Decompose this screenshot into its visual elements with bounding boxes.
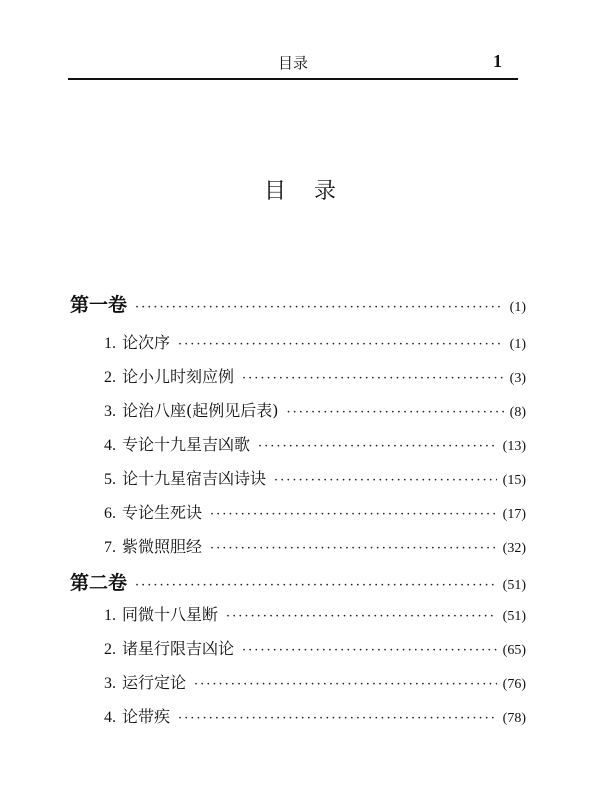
toc-page-ref: (51) [502,609,526,624]
toc-entry-label: 论十九星宿吉凶诗诀 [122,469,267,488]
toc-item-number: 4. [104,437,116,454]
toc-entry-label: 论带疾 [122,707,171,726]
toc-leader-dots [210,507,497,522]
toc-item-entry [104,398,526,421]
toc-page-ref: (78) [502,711,526,726]
toc-item-entry [104,670,526,693]
running-title: 目录 [277,54,308,72]
toc-item-entry [104,432,526,455]
toc-page-ref: (1) [509,300,526,315]
toc-leader-dots [287,405,504,420]
page-title: 目录 [263,179,364,204]
toc-leader-dots [178,337,504,352]
toc-leader-dots [274,473,497,488]
toc-item-number: 2. [104,369,116,386]
toc-page-ref: (13) [502,439,526,454]
toc-entry-label: 同微十八星断 [122,605,219,624]
toc-page-ref: (1) [509,337,526,352]
toc-item-entry [104,500,526,523]
toc-entry-label: 第一卷 [70,294,128,316]
toc-leader-dots [210,541,497,556]
toc-volume-entry [70,290,526,317]
toc-item-number: 7. [104,539,116,556]
toc-item-entry [104,330,526,353]
toc-entry-label: 紫微照胆经 [122,537,203,556]
toc-entry-label: 论次序 [122,333,171,352]
toc-entry-label: 诸星行限吉凶论 [122,639,235,658]
toc-page-ref: (51) [502,578,526,593]
toc-entry-label: 运行定论 [122,673,187,692]
toc-item-entry [104,466,526,489]
toc-page-ref: (76) [502,677,526,692]
toc-page-ref: (3) [509,371,526,386]
toc-leader-dots [242,371,504,386]
toc-entry-label: 论治八座(起例见后表) [122,401,279,420]
toc-item-number: 4. [104,709,116,726]
page-number: 1 [493,51,502,71]
toc-entry-label: 专论生死诀 [122,503,203,522]
toc-page-ref: (15) [502,473,526,488]
toc-leader-dots [194,677,497,692]
toc-page-ref: (17) [502,507,526,522]
toc-item-entry [104,636,526,659]
toc-item-entry [104,534,526,557]
toc-item-number: 1. [104,335,116,352]
toc-item-entry [104,364,526,387]
toc-leader-dots [258,439,497,454]
toc-page-ref: (32) [502,541,526,556]
toc-leader-dots [135,578,497,593]
toc-item-number: 1. [104,607,116,624]
toc-entry-label: 论小儿时刻应例 [122,367,235,386]
toc-item-number: 3. [104,675,116,692]
toc-item-entry [104,704,526,727]
toc-item-number: 3. [104,403,116,420]
toc-entry-label: 专论十九星吉凶歌 [122,435,251,454]
toc-volume-entry [70,568,526,595]
toc-leader-dots [135,300,504,315]
toc-leader-dots [178,711,497,726]
toc-item-entry [104,602,526,625]
toc-item-number: 5. [104,471,116,488]
toc-page-ref: (8) [509,405,526,420]
toc-page-ref: (65) [502,643,526,658]
toc-leader-dots [226,609,497,624]
toc-item-number: 2. [104,641,116,658]
toc-entry-label: 第二卷 [70,572,128,594]
toc-item-number: 6. [104,505,116,522]
toc-leader-dots [242,643,497,658]
